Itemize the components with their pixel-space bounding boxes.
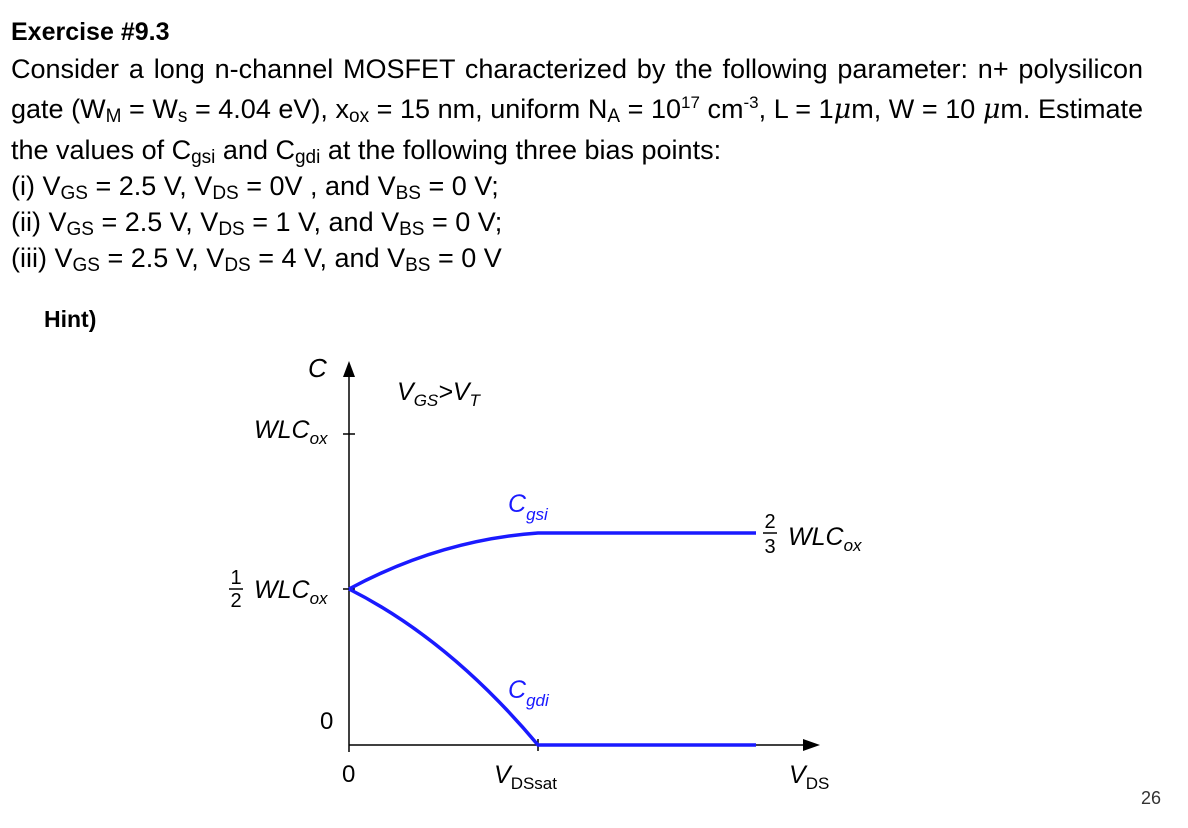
exercise-title: Exercise #9.3 xyxy=(11,18,170,46)
twothirds-numerator: 2 xyxy=(764,511,776,533)
cgsi-curve xyxy=(349,533,756,589)
vds-axis-label: $V_{DS}$ xyxy=(789,761,830,793)
half-wlcox-text: $WLC_{ox}$ xyxy=(254,576,328,608)
twothirds-wlcox-label xyxy=(763,511,862,558)
cgdi-curve xyxy=(349,589,756,745)
wlcox-label: $WLC_{ox}$ xyxy=(254,416,328,448)
twothirds-denominator: 3 xyxy=(764,536,776,558)
x-axis-arrow xyxy=(803,739,820,751)
hint-label: Hint) xyxy=(44,306,97,332)
cgsi-label: $C_{gsi}$ xyxy=(508,490,548,524)
condition-label: $V_{GS}>V_T$ xyxy=(397,378,480,410)
twothirds-wlcox-text: $WLC_{ox}$ xyxy=(788,523,862,555)
cgdi-label: $C_{gdi}$ xyxy=(508,676,549,710)
bias-point-1: (i) $V_{GS} = 2.5$ V, $V_{DS} = 0V$ , and $V_{BS} = 0$ V; xyxy=(11,171,499,204)
y-axis-label: C xyxy=(308,353,327,383)
bias-point-3: (iii) $V_{GS} = 2.5$ V, $V_{DS} = 4$ V, and $V_{BS} = 0$ V xyxy=(11,243,502,276)
page-number: 26 xyxy=(1141,788,1162,808)
y-axis-arrow xyxy=(343,361,355,377)
half-wlcox-label xyxy=(229,567,328,612)
bias-point-2: (ii) $V_{GS} = 2.5$ V, $V_{DS} = 1$ V, and $V_{BS} = 0$ V; xyxy=(11,207,503,240)
x-origin-label: 0 xyxy=(342,761,356,788)
problem-statement: Consider a long n-channel MOSFET characterized by the following parameter: n+ polysilicon gate ($W_M = W_s = 4.04$ eV), $x_{ox} = 15$ nm, uniform $N_A = 10^{17}$ $cm^{-3}$, L = 1μm, W = 10 μm. Estimate the values of $C_{gsi}$ and $C_{gdi}$ at the following three bias points: xyxy=(11,54,1143,168)
half-numerator: 1 xyxy=(230,567,242,589)
vdssat-label: $V_{DSsat}$ xyxy=(494,761,557,793)
y-origin-label: 0 xyxy=(320,708,334,735)
half-denominator: 2 xyxy=(230,590,242,612)
